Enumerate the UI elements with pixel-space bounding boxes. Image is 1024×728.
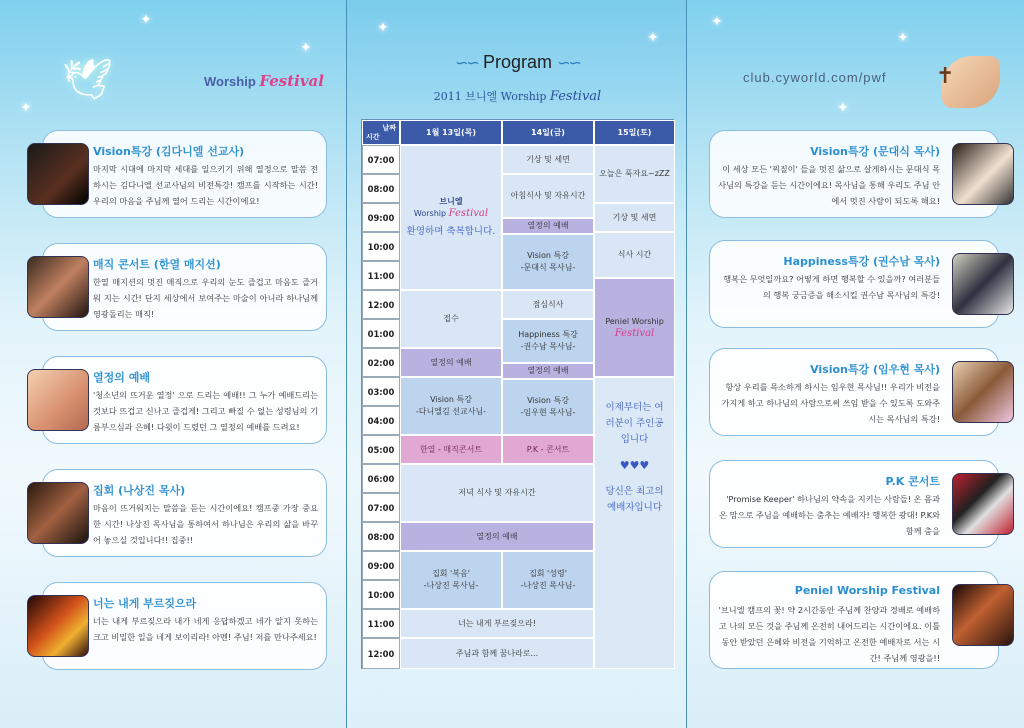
header-day2: 14일(금) bbox=[502, 120, 594, 145]
day1-vision: Vision 특강 -다니엘김 선교사님- bbox=[400, 377, 502, 435]
sparkle-icon: ✦ bbox=[300, 40, 312, 56]
day2-wake: 기상 및 세면 bbox=[502, 145, 594, 174]
time-slot: 12:00 bbox=[362, 290, 400, 319]
dinner: 저녁 식사 및 자유시간 bbox=[400, 464, 594, 522]
day3-sleep: 오늘은 푹자요~zZZ bbox=[594, 145, 675, 203]
schedule-table bbox=[361, 119, 674, 669]
card-text: 'Promise Keeper' 하나님의 약속을 지키는 사람들! 온 몸과 온 맘으로 주님을 예배하는 춤추는 예배자! 행복한 광대! P.K와 함께 춤을 bbox=[719, 494, 940, 536]
speaker-photo bbox=[952, 253, 1014, 315]
dove-icon: 🕊 bbox=[62, 57, 113, 103]
card-text: '브니엘 캠프의 꽃! 약 2시간동안 주님께 찬양과 경배로 예배하고 나의 모든 것을 주님께 온전히 내어드리는 시간이에요. 이틀 동안 받았던 은혜와 비전을 기억하고 온전한 예배자로 서는 시간! 주님께 영광을!! bbox=[718, 605, 940, 663]
cross-icon: ✝ bbox=[936, 64, 955, 89]
time-slot: 04:00 bbox=[362, 406, 400, 435]
card-title: Happiness특강 (권수남 목사) bbox=[783, 255, 940, 268]
hearts-icon: ♥♥♥ bbox=[619, 459, 650, 472]
speaker-photo bbox=[27, 482, 89, 544]
card-title: 매직 콘서트 (한열 매지션) bbox=[93, 258, 221, 271]
program-subtitle: 2011 브니엘 Worship Festival bbox=[433, 89, 602, 104]
time-slot: 01:00 bbox=[362, 319, 400, 348]
day2-pk-concert: P.K - 콘서트 bbox=[502, 435, 594, 464]
time-slot: 02:00 bbox=[362, 348, 400, 377]
sparkle-icon: ✦ bbox=[711, 14, 723, 30]
card-call-to-me bbox=[42, 582, 327, 670]
card-title: Vision특강 (임우현 목사) bbox=[810, 363, 940, 376]
card-title: Vision특강 (김다니엘 선교사) bbox=[93, 145, 245, 158]
card-meeting-na bbox=[42, 469, 327, 557]
program-heading bbox=[347, 52, 688, 73]
day3-peniel-worship: Peniel Worship Festival bbox=[594, 278, 675, 377]
cry-prayer: 너는 내게 부르짖으라! bbox=[400, 609, 594, 638]
right-panel bbox=[687, 0, 1024, 728]
magician-photo bbox=[27, 256, 89, 318]
card-text: 한열 매지션의 멋진 매직으로 우리의 눈도 즐겁고 마음도 즐거워 지는 시간! 단지 세상에서 보여주는 마술이 아니라 하나님께 영광돌리는 매직! bbox=[93, 277, 318, 319]
day1-checkin: 접수 bbox=[400, 290, 502, 348]
day2-worship-pm: 열정의 예배 bbox=[502, 363, 594, 379]
time-slot: 10:00 bbox=[362, 580, 400, 609]
day3-wake: 기상 및 세면 bbox=[594, 203, 675, 232]
dreamland: 주님과 함께 꿈나라로... bbox=[400, 638, 594, 669]
time-slot: 05:00 bbox=[362, 435, 400, 464]
card-title: 집회 (나상진 목사) bbox=[93, 484, 186, 497]
card-title: P.K 콘서트 bbox=[885, 475, 940, 488]
day2-vision: Vision 특강 -문대식 목사님- bbox=[502, 234, 594, 290]
card-vision-lim bbox=[709, 348, 999, 436]
card-pk-concert bbox=[709, 460, 999, 548]
day2-breakfast: 아침식사 및 자유시간 bbox=[502, 174, 594, 218]
day1-welcome: 브니엘 Worship Festival 환영하며 축복합니다. bbox=[400, 145, 502, 290]
card-title: Peniel Worship Festival bbox=[794, 584, 940, 597]
time-slot: 09:00 bbox=[362, 551, 400, 580]
sparkle-icon: ✦ bbox=[20, 100, 32, 116]
stage-photo bbox=[952, 584, 1014, 646]
day1-worship: 열정의 예배 bbox=[400, 348, 502, 377]
card-peniel-festival bbox=[709, 571, 999, 669]
swirl-right-icon: ∽∽ bbox=[557, 53, 580, 72]
card-text: 마지막 시대에 마지막 세대를 일으키기 위해 열정으로 말씀 전하시는 김다니엘 선교사님의 비전특강! 캠프를 시작하는 시간! 우리의 마음을 주님께 열어 드리는 시간이에요! bbox=[93, 164, 318, 206]
speaker-photo bbox=[952, 143, 1014, 205]
time-slot: 11:00 bbox=[362, 609, 400, 638]
left-panel bbox=[0, 0, 346, 728]
page-title: Program bbox=[482, 52, 553, 72]
hands-photo bbox=[27, 369, 89, 431]
card-happiness-kwon bbox=[709, 240, 999, 328]
time-slot: 10:00 bbox=[362, 232, 400, 261]
card-text: 너는 내게 부르짖으라 내가 네게 응답하겠고 네가 알지 못하는 크고 비밀한 일을 네게 보이리라! 아멘! 주님! 저를 만나주세요! bbox=[93, 616, 318, 642]
card-text: 항상 우리를 목소하게 하시는 임우현 목사님!! 우리가 비전을 가지게 하고 하나님의 사람으로써 쓰임 받을 수 있도록 도와주시는 목사님의 특강! bbox=[721, 382, 940, 424]
time-slot: 11:00 bbox=[362, 261, 400, 290]
day1-magic: 한열 - 매직콘서트 bbox=[400, 435, 502, 464]
day2-vision-lim: Vision 특강 -임우현 목사님- bbox=[502, 379, 594, 435]
time-slot: 12:00 bbox=[362, 638, 400, 669]
sparkle-icon: ✦ bbox=[647, 30, 659, 46]
group-photo bbox=[952, 473, 1014, 535]
day2-lunch: 점심식사 bbox=[502, 290, 594, 319]
card-title: 너는 내게 부르짖으라 bbox=[93, 597, 197, 610]
card-magic-concert bbox=[42, 243, 327, 331]
day3-meal: 식사 시간 bbox=[594, 232, 675, 278]
card-text: 마음이 뜨거워지는 말씀을 듣는 시간이에요! 캠프중 가장 중요한 시간! 나상진 목사님을 통하여서 하나님은 우리의 삶을 바꾸어 놓으실 것입니다!! 집중!! bbox=[93, 503, 318, 545]
card-title: 열정의 예배 bbox=[93, 371, 150, 384]
evening-worship: 열정의 예배 bbox=[400, 522, 594, 551]
speaker-photo bbox=[952, 361, 1014, 423]
card-text: 이 세상 모든 '찌질이' 들을 멋진 삶으로 살게하시는 문대식 목사님의 특강을 듣는 시간이에요! 목사님을 통해 우리도 주님 안에서 멋진 사람이 되도록 해요! bbox=[718, 164, 940, 206]
meeting-spirit: 집회 '성령' -나상진 목사님- bbox=[502, 551, 594, 609]
sparkle-icon: ✦ bbox=[897, 30, 909, 46]
header-corner: 날짜 시간 bbox=[362, 120, 400, 145]
time-slot: 03:00 bbox=[362, 377, 400, 406]
program-panel bbox=[346, 0, 687, 728]
crowd-photo bbox=[27, 595, 89, 657]
card-passion-worship bbox=[42, 356, 327, 444]
time-slot: 09:00 bbox=[362, 203, 400, 232]
day3-message: 이제부터는 여러분이 주인공입니다 ♥♥♥ 당신은 최고의 예배자입니다 bbox=[594, 377, 675, 669]
day2-happiness: Happiness 특강 -권수남 목사님- bbox=[502, 319, 594, 363]
meeting-gospel: 집회 '복음' -나상진 목사님- bbox=[400, 551, 502, 609]
sparkle-icon: ✦ bbox=[377, 20, 389, 36]
swirl-left-icon: ∽∽ bbox=[455, 53, 478, 72]
time-slot: 08:00 bbox=[362, 522, 400, 551]
day2-worship-am: 열정의 예배 bbox=[502, 218, 594, 234]
club-url: club.cyworld.com/pwf bbox=[743, 70, 887, 85]
header-day3: 15일(토) bbox=[594, 120, 675, 145]
card-vision-kim bbox=[42, 130, 327, 218]
card-text: '청소년의 뜨거운 열정' 으로 드리는 예배!! 그 누가 예배드리는 것보다 뜨겁고 신나고 즐겁게! 그리고 빠질 수 없는 성령님의 기름부으심과 은혜! 다윗이 드렸던 그 열정의 예배를 드려요! bbox=[93, 390, 318, 432]
card-vision-moon bbox=[709, 130, 999, 218]
card-title: Vision특강 (문대식 목사) bbox=[810, 145, 940, 158]
sparkle-icon: ✦ bbox=[837, 100, 849, 116]
time-slot: 06:00 bbox=[362, 464, 400, 493]
card-text: 행복은 무엇일까요? 어떻게 하면 행복할 수 있을까? 여러분들의 행복 궁금증을 해소시킬 권수남 목사님의 특강! bbox=[723, 274, 940, 300]
header-day1: 1월 13일(목) bbox=[400, 120, 502, 145]
time-slot: 07:00 bbox=[362, 145, 400, 174]
sparkle-icon: ✦ bbox=[140, 12, 152, 28]
worship-festival-logo: Worship Festival bbox=[204, 72, 324, 90]
time-slot: 08:00 bbox=[362, 174, 400, 203]
speaker-photo bbox=[27, 143, 89, 205]
time-slot: 07:00 bbox=[362, 493, 400, 522]
